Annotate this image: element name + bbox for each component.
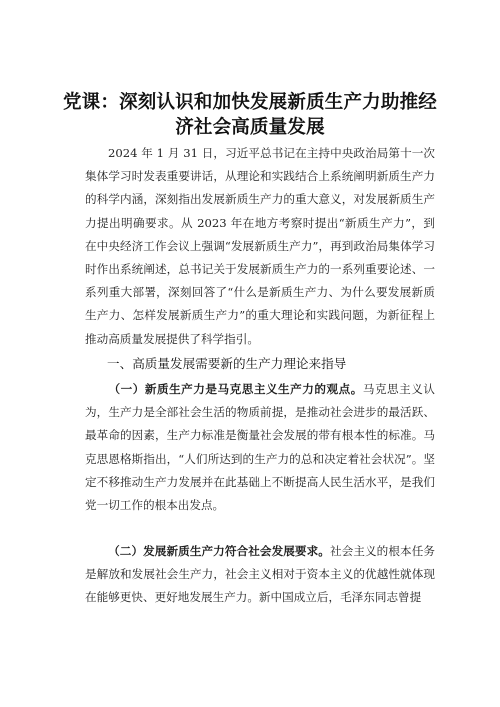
subsection-1-text: 马克思主义认为，生产力是全部社会生活的物质前提，是推动社会进步的最活跃、最革命的因素，生产力标准是衡量社会发展的带有根本性的标准。马克思恩格斯指出，“人们所达到的生产力的总和决定着社会状况”。坚定不移推动生产力发展并在此基础上不断提高人民生活水平，是我们党一切工作的根本出发点。 xyxy=(85,382,435,513)
section-1-heading-text: 一、高质量发展需要新的生产力理论来指导 xyxy=(107,356,347,371)
subsection-2-lead: （二）发展新质生产力符合社会发展要求。 xyxy=(108,544,330,558)
section-1-heading xyxy=(85,353,435,375)
intro-text: 2024 年 1 月 31 日，习近平总书记在主持中央政治局第十一次集体学习时发表重要讲话，从理论和实践结合上系统阐明新质生产力的科学内涵，深刻指出发展新质生产力的重大意义，对发展新质生产力提出明确要求。从 2023 年在地方考察时提出“新质生产力”，到在中央经济工作会议上强调“发展新质生产力”，再到政治局集体学习时作出系统阐述，总书记关于发展新质生产力的一系列重要论述、一系列重大部署，深刻回答了“什么是新质生产力、为什么要发展新质生产力、怎样发展新质生产力”的重大理论和实践问题，为新征程上推动高质量发展提供了科学指引。 xyxy=(85,146,435,346)
subsection-1-lead: （一）新质生产力是马克思主义生产力的观点。 xyxy=(108,382,363,396)
document-title-line-1: 党课：深刻认识和加快发展新质生产力助推经 xyxy=(62,92,437,113)
document-title-line-2: 济社会高质量发展 xyxy=(175,117,325,138)
subsection-2-text: 社会主义的根本任务是解放和发展社会生产力，社会主义相对于资本主义的优越性就体现在能够更快、更好地发展生产力。新中国成立后，毛泽东同志曾提 xyxy=(85,544,435,605)
subsection-2-paragraph xyxy=(85,540,435,610)
subsection-1-paragraph xyxy=(85,378,435,517)
intro-paragraph xyxy=(85,142,435,351)
